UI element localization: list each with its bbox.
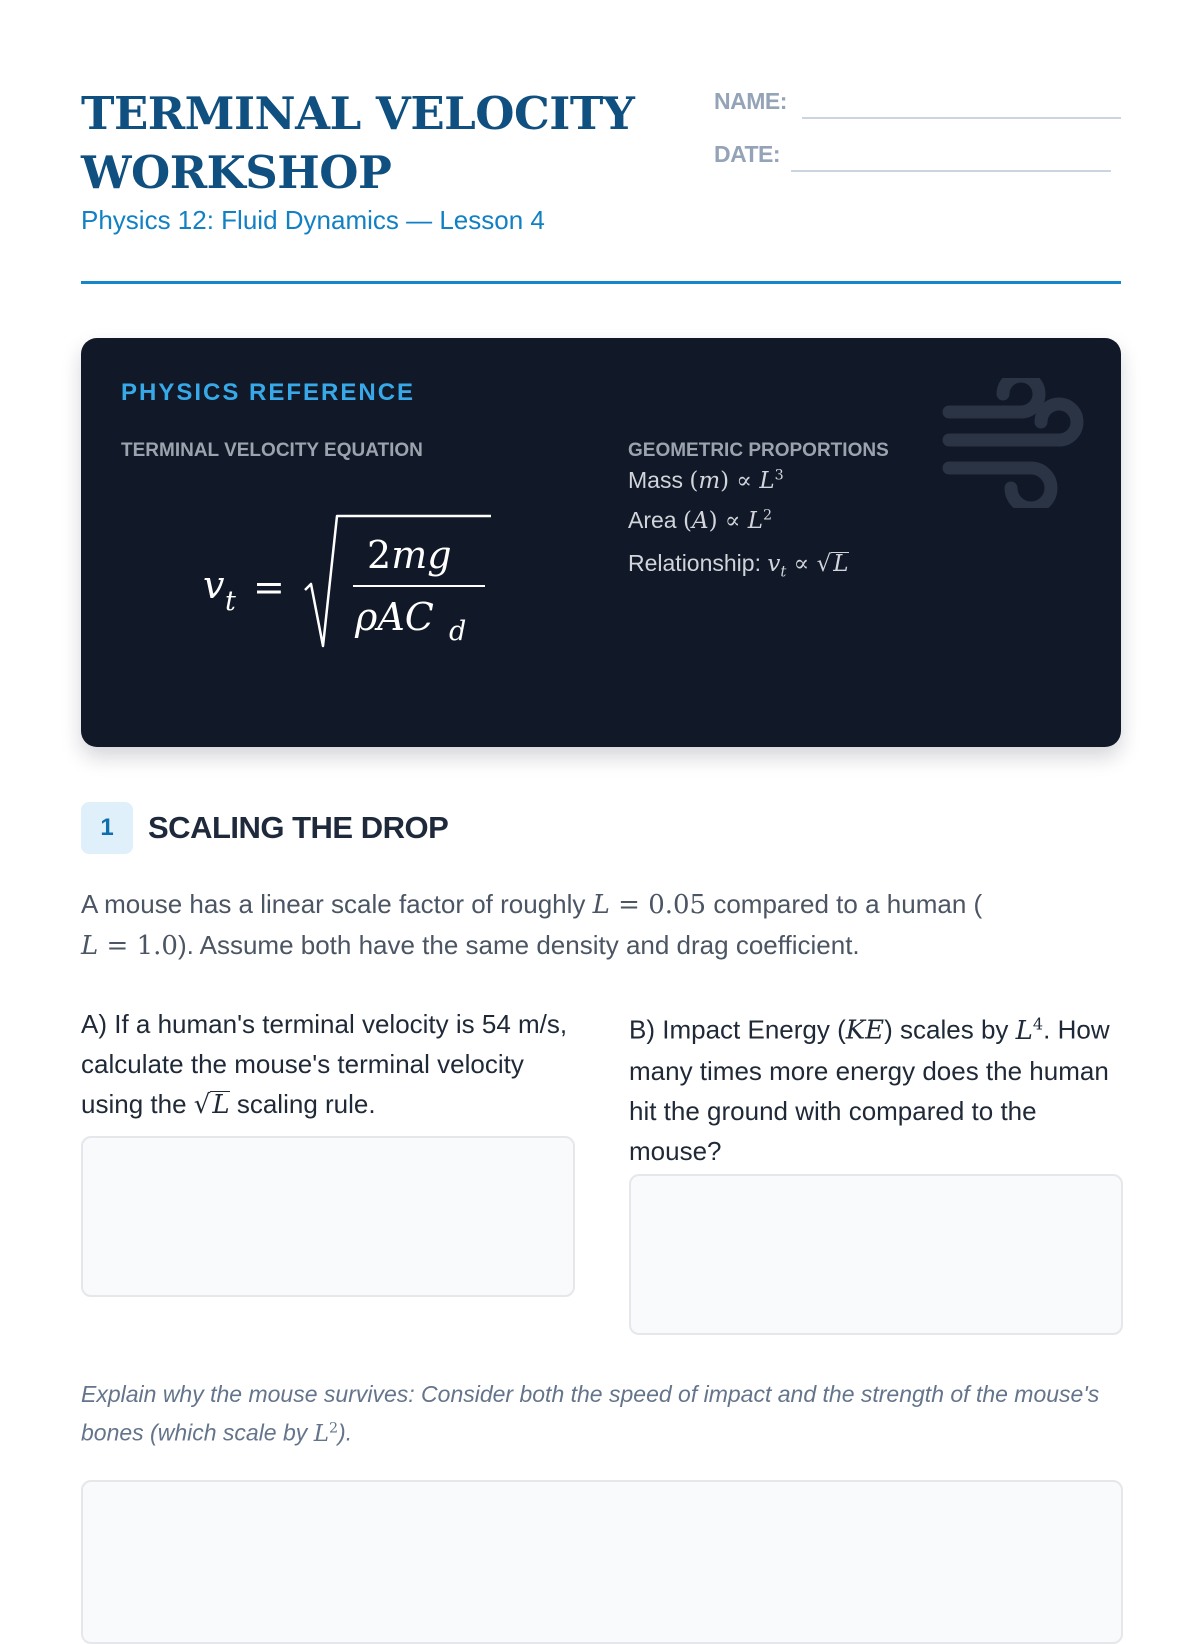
relationship-label: Relationship: <box>628 550 761 576</box>
section-title: SCALING THE DROP <box>148 810 449 845</box>
answer-box-b[interactable] <box>629 1174 1123 1335</box>
svg-text:v: v <box>203 563 225 607</box>
area-label: Area <box>628 507 677 533</box>
svg-text:ρAC: ρAC <box>355 595 434 639</box>
date-label: DATE: <box>714 141 781 167</box>
svg-text:t: t <box>225 586 236 617</box>
page-subtitle: Physics 12: Fluid Dynamics — Lesson 4 <box>81 205 545 235</box>
svg-text:d: d <box>449 616 467 647</box>
relationship-proportion: Relationship: $v_t \propto √L$ <box>628 550 849 581</box>
area-proportion: Area $(A) \propto L^2$ <box>628 507 773 534</box>
page-title: TERMINAL VELOCITY WORKSHOP <box>81 87 635 199</box>
reference-title: PHYSICS REFERENCE <box>121 379 416 406</box>
terminal-velocity-equation <box>201 508 501 658</box>
physics-reference-card <box>81 338 1121 747</box>
mass-proportion: Mass $(m) \propto L^3$ <box>628 467 784 494</box>
header-divider <box>81 281 1121 284</box>
mass-label: Mass <box>628 467 683 493</box>
equation-heading: TERMINAL VELOCITY EQUATION <box>121 440 423 461</box>
wind-icon <box>941 378 1091 508</box>
question-b: B) Impact Energy (KE) scales by $L^4$. How many times more energy does the human hit the ground with compared to the mouse? <box>629 1014 1110 1166</box>
proportions-heading: GEOMETRIC PROPORTIONS <box>628 440 889 461</box>
svg-text:=: = <box>253 565 285 609</box>
question-a: A) If a human's terminal velocity is 54 m/s, calculate the mouse's terminal velocity using the √L scaling rule. <box>81 1009 568 1120</box>
name-field[interactable] <box>802 117 1121 119</box>
section-intro: A mouse has a linear scale factor of roughly L = 0.05 compared to a human ( L = 1.0). Assume both have the same density and drag coefficient. <box>81 889 983 961</box>
section-number-badge: 1 <box>81 802 133 854</box>
date-field[interactable] <box>791 170 1111 172</box>
explain-prompt: Explain why the mouse survives: Consider both the speed of impact and the strength of the mouse's bones (which scale by $L^2$). <box>81 1381 1100 1447</box>
svg-text:2mg: 2mg <box>367 533 452 577</box>
name-label: NAME: <box>714 88 787 114</box>
answer-box-a[interactable] <box>81 1136 575 1297</box>
answer-box-explain[interactable] <box>81 1480 1123 1644</box>
